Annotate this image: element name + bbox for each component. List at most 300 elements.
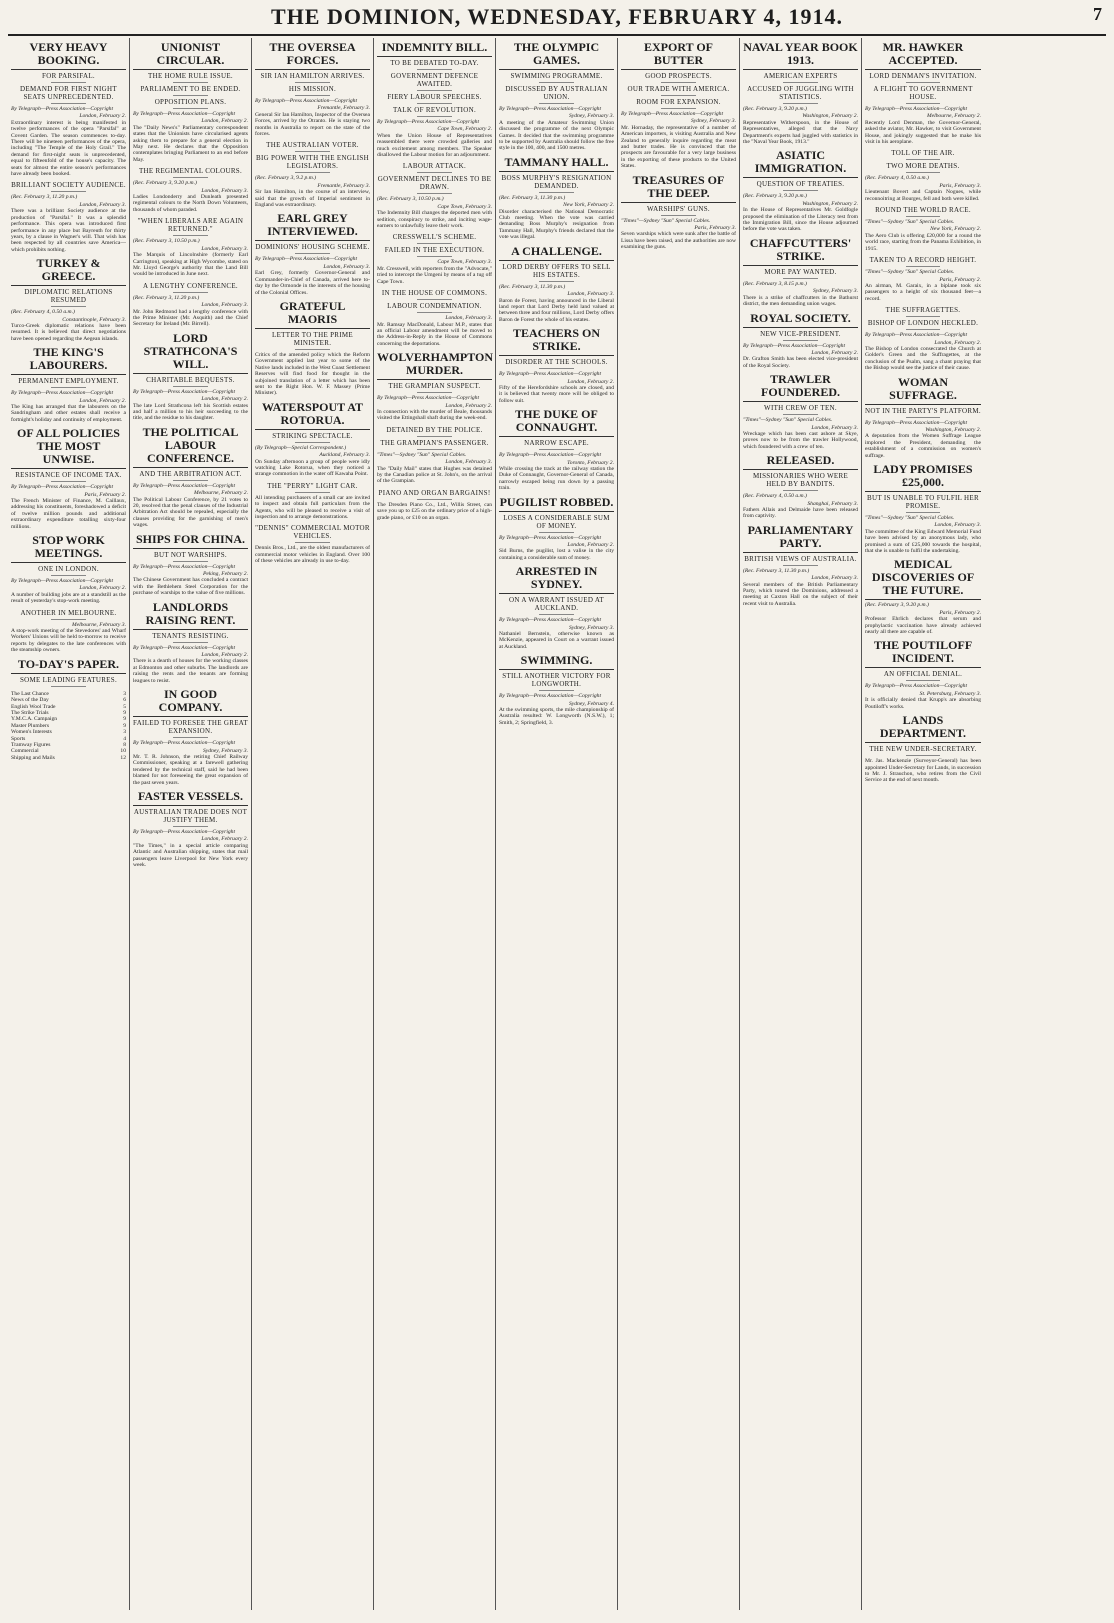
- article-dateline: Shanghai, February 3.: [807, 500, 858, 507]
- article: [865, 149, 981, 202]
- article-dateline: Constantinople, February 3.: [62, 316, 126, 323]
- article-subheading: PIANO AND ORGAN BARGAINS!: [378, 488, 491, 497]
- article-subheading: FAILED IN THE EXECUTION.: [384, 246, 485, 255]
- article-text: Seven warships which were sunk after the battle of Lissa have been raised, and the authorities are now examining the guns.: [621, 231, 736, 251]
- article-body: [11, 390, 126, 423]
- divider: [295, 151, 330, 152]
- divider: [417, 299, 452, 300]
- article-text: Nathaniel Bernstein, otherwise known as McKenzie, appeared in Court on a warrant issued at Auckland.: [499, 631, 614, 650]
- article-dateline: London, February 3.: [79, 201, 126, 208]
- article-headline: LANDS DEPARTMENT.: [865, 714, 981, 743]
- article-subheading: SWIMMING PROGRAMME.: [510, 72, 603, 80]
- article: [11, 534, 126, 605]
- article-subheading: FAILED TO FORESEE THE GREAT EXPANSION.: [133, 719, 248, 736]
- article: [865, 639, 981, 710]
- divider: [783, 103, 818, 104]
- divider: [417, 256, 452, 257]
- article-body: [11, 622, 126, 654]
- article-body: [11, 484, 126, 530]
- article-headline: MR. HAWKER ACCEPTED.: [865, 41, 981, 70]
- article-credit: (Rec. February 3, 9.20 p.m.): [743, 106, 807, 112]
- divider: [173, 82, 208, 83]
- article-headline: LANDLORDS RAISING RENT.: [133, 601, 248, 630]
- article-subheading: STILL ANOTHER VICTORY FOR LONGWORTH.: [502, 672, 611, 689]
- article-dateline: London, February 2.: [811, 349, 858, 356]
- article-subheading: LORD DENMAN'S INVITATION.: [869, 72, 977, 80]
- article-body: [499, 617, 614, 650]
- article: [743, 524, 858, 607]
- article-subheading: TO BE DEBATED TO-DAY.: [390, 59, 479, 67]
- article-subheading: OUR TRADE WITH AMERICA.: [627, 85, 730, 93]
- article-credit: By Telegraph—Press Association—Copyright: [499, 371, 602, 378]
- divider: [539, 690, 574, 691]
- contents-page: 10: [120, 748, 126, 755]
- article-body: [133, 238, 248, 277]
- article: [743, 312, 858, 370]
- article: [255, 41, 370, 137]
- article-headline: ARRESTED IN SYDNEY.: [499, 565, 614, 594]
- article-text: General Sir Ian Hamilton, Inspector of the Oversea Forces, arrived by the Otranto. He is staying two months in Australia to report on the state of the forces.: [255, 111, 370, 138]
- article-subheading: NEW VICE-PRESIDENT.: [760, 329, 841, 338]
- article-credit: (Rec. February 3, 11.30 p.m.): [499, 283, 566, 290]
- contents-item: English Wool Trade: [11, 703, 56, 710]
- contents-page: 5: [123, 703, 126, 710]
- article: [133, 601, 248, 684]
- article: [11, 609, 126, 654]
- article-credit: (Rec. February 3, 11.20 p.m.): [11, 194, 78, 201]
- article-credit: By Telegraph—Press Association—Copyright: [621, 111, 724, 117]
- newspaper-title: THE DOMINION, WEDNESDAY, FEBRUARY 4, 1914.: [271, 4, 843, 29]
- article: [133, 790, 248, 868]
- divider: [539, 368, 574, 369]
- contents-page: 8: [123, 741, 126, 748]
- article-subheading: THE HOME RULE ISSUE.: [148, 72, 233, 80]
- article-credit: By Telegraph—Press Association—Copyright: [865, 332, 968, 339]
- article-body: [865, 420, 981, 459]
- article-subheading: GOOD PROSPECTS.: [645, 72, 712, 80]
- article: [133, 217, 248, 277]
- article-subheading: PERMANENT EMPLOYMENT.: [18, 377, 119, 386]
- article-headline: PARLIAMENTARY PARTY.: [743, 524, 858, 553]
- article-body: [743, 568, 858, 607]
- article-dateline: Sydney, February 4.: [568, 700, 614, 707]
- article-credit: "Times"—Sydney "Sun" Special Cables.: [865, 515, 955, 521]
- article: [499, 327, 614, 404]
- article-dateline: London, February 3.: [445, 315, 492, 322]
- article-text: Sir Ian Hamilton, in the course of an interview, said that the growth of Imperial sentiment in England was extraordinary.: [255, 189, 370, 209]
- article-dateline: Peking, February 2.: [202, 571, 248, 578]
- divider: [539, 192, 574, 193]
- article-body: [11, 194, 126, 253]
- article-subheading: THE SUFFRAGETTES.: [885, 306, 961, 315]
- article-body: [133, 483, 248, 529]
- article-dateline: London, February 3.: [201, 245, 248, 252]
- article-headline: THE OVERSEA FORCES.: [255, 41, 370, 70]
- article-headline: CHAFFCUTTERS' STRIKE.: [743, 237, 858, 266]
- article: [11, 427, 126, 530]
- article-body: [255, 256, 370, 295]
- article-body: [377, 259, 492, 285]
- article-dateline: New York, February 2.: [930, 226, 981, 233]
- article-headline: INDEMNITY BILL.: [377, 41, 492, 57]
- article-dateline: Fremantle, February 3.: [317, 105, 370, 112]
- divider: [906, 82, 941, 83]
- article-credit: By Telegraph—Press Association—Copyright: [865, 683, 968, 690]
- article-body: [865, 683, 981, 710]
- article: [133, 533, 248, 597]
- article-dateline: Melbourne, February 3.: [71, 621, 126, 628]
- article-subheading: LOSES A CONSIDERABLE SUM OF MONEY.: [503, 513, 610, 530]
- article-subheading: SOME LEADING FEATURES.: [19, 675, 118, 684]
- divider: [906, 755, 941, 756]
- article-dateline: Fremantle, February 3.: [317, 182, 370, 189]
- article-subheading: CHARITABLE BEQUESTS.: [146, 375, 235, 384]
- article-dateline: Melbourne, February 2.: [926, 113, 981, 120]
- article-headline: EXPORT OF BUTTER: [621, 41, 736, 70]
- article-headline: WOMAN SUFFRAGE.: [865, 376, 981, 405]
- article-subheading: TALK OF REVOLUTION.: [392, 106, 477, 114]
- article-headline: UNIONIST CIRCULAR.: [133, 41, 248, 70]
- article-subheading: FOR PARSIFAL.: [42, 72, 95, 80]
- article-dateline: London, February 3.: [811, 575, 858, 582]
- article-credit: By Telegraph—Press Association—Copyright: [255, 256, 358, 263]
- article-text: Critics of the amended policy which the Reform Government applied last year to some of the Native lands included in the West Coast Settlement Reserves will find food for thought in the subjoined translation of a letter which has been sent to the Right Hon. W. F. Massey (Prime Minister).: [255, 351, 370, 397]
- divider: [539, 281, 574, 282]
- article-credit: By Telegraph—Press Association—Copyright: [743, 342, 846, 349]
- article-credit: (Rec. February 3, 10.50 p.m.): [377, 196, 444, 203]
- article-subheading: TENANTS RESISTING.: [152, 631, 229, 640]
- divider: [417, 449, 452, 450]
- article-subheading: "DENNIS" COMMERCIAL MOTOR VEHICLES.: [255, 524, 370, 541]
- article-body: [499, 106, 614, 152]
- article: [865, 306, 981, 371]
- article-subheading: BISHOP OF LONDON HECKLED.: [867, 319, 979, 328]
- article-dateline: Paris, February 2.: [84, 491, 126, 498]
- article-body: [865, 175, 981, 202]
- column: [496, 38, 618, 1610]
- article-body: [743, 493, 858, 520]
- article-dateline: Cape Town, February 3.: [437, 203, 492, 210]
- article-dateline: London, February 2.: [79, 585, 126, 592]
- article-text: Mr. Cresswell, with reporters from the "Advocate," tried to intercept the Umgeni by means of a tug off Cape Town.: [377, 265, 492, 285]
- article: [377, 41, 492, 158]
- article-body: [743, 106, 858, 145]
- article-dateline: Cape Town, February 3.: [437, 259, 492, 266]
- divider: [661, 82, 696, 83]
- article-body: [255, 545, 370, 564]
- article-text: The Chinese Government has concluded a contract with the Bethlehem Steel Corporation for the purchase of warships to the value of five millions.: [133, 577, 248, 597]
- article-text: It is officially denied that Krupp's are absorbing Poutiloff's works.: [865, 697, 981, 710]
- article-headline: LADY PROMISES £25,000.: [865, 463, 981, 492]
- article-credit: (Rec. February 3, 9.20 p.m.): [865, 602, 929, 609]
- article-body: [743, 343, 858, 370]
- article-text: Fathers Allais and Delmaide have been released from captivity.: [743, 506, 858, 520]
- article-credit: By Telegraph—Press Association—Copyright: [11, 484, 114, 491]
- divider: [173, 95, 208, 96]
- article-dateline: Paris, February 2.: [939, 276, 981, 283]
- divider: [906, 680, 941, 681]
- article-subheading: NOT IN THE PARTY'S PLATFORM.: [865, 406, 981, 415]
- article-text: Mr. Hornaday, the representative of a number of American importers, is visiting Australia and New Zealand to generally inquire regarding the meat and butter trades. He is convinced that the prospects are favourable for a very large business in the exporting of these products to the United States.: [621, 124, 736, 170]
- article-dateline: Sydney, February 3.: [568, 624, 614, 631]
- article-dateline: London, February 3.: [323, 263, 370, 270]
- article-subheading: A FLIGHT TO GOVERNMENT HOUSE.: [873, 85, 973, 101]
- divider: [51, 575, 86, 576]
- divider: [173, 561, 208, 562]
- article-text: Mr. Jas. Mackenzie (Surveyor-General) has been appointed Under-Secretary for Lands, in succession to Mr. J. Strauchon, who retires from the Civil Service at the end of next month.: [865, 758, 981, 784]
- article-dateline: London, February 3.: [201, 187, 248, 194]
- article-body: [133, 645, 248, 684]
- article-text: When the Union House of Representatives reassembled there were crowded galleries and much excitement among members. The Speaker disallowed the Labour motion for an adjournment.: [377, 132, 492, 159]
- article-text: Disorder characterised the National Democratic Club meeting. When the vote was carried demanding Boss Murphy's resignation from Tammany Hall, Murphy's friends declared that the vote was illegal.: [499, 208, 614, 241]
- article-body: [621, 111, 736, 170]
- article-headline: LORD STRATHCONA'S WILL.: [133, 332, 248, 374]
- article-dateline: Paris, February 3.: [694, 225, 736, 232]
- article-subheading: AMERICAN EXPERTS: [763, 72, 838, 80]
- contents-item: Y.M.C.A. Campaign: [11, 716, 58, 723]
- article: [499, 565, 614, 650]
- article-credit: By Telegraph—Press Association—Copyright: [499, 693, 602, 700]
- divider: [173, 386, 208, 387]
- article-subheading: GOVERNMENT DEFENCE AWAITED.: [390, 72, 479, 88]
- article-body: [865, 758, 981, 784]
- article-subheading: IN THE HOUSE OF COMMONS.: [381, 289, 488, 298]
- divider: [417, 90, 452, 91]
- article-headline: VERY HEAVY BOOKING.: [11, 41, 126, 70]
- article-dateline: London, February 2.: [201, 396, 248, 403]
- article-subheading: WITH CREW OF TEN.: [764, 404, 837, 413]
- article: [865, 463, 981, 554]
- article-dateline: Melbourne, February 2.: [193, 490, 248, 497]
- divider: [417, 436, 452, 437]
- article-credit: By Telegraph—Press Association—Copyright: [499, 534, 602, 541]
- article-headline: RELEASED.: [743, 454, 858, 470]
- article-subheading: BIG POWER WITH THE ENGLISH LEGISLATORS.: [256, 154, 369, 171]
- article-dateline: London, February 3.: [934, 522, 981, 529]
- article-credit: (Rec. February 4, 0.50 a.m.): [11, 309, 75, 316]
- article-text: The French Minister of Finance, M. Caillaux, addressing his constituents, foreshadowed a deficit of twelve million pounds and additional extraordinary expenditure totalling sixty-four millions.: [11, 498, 126, 530]
- article: [255, 212, 370, 295]
- article-dateline: London, February 3.: [201, 302, 248, 309]
- article-text: Mr. T. R. Johnson, the retiring Chief Railway Commissioner, speaking at a farewell gathering tendered by the technical staff, said he had been blamed for not foreseeing the great expansion of the past seven years.: [133, 753, 248, 786]
- divider: [539, 614, 574, 615]
- article-headline: TREASURES OF THE DEEP.: [621, 174, 736, 203]
- article-headline: WATERSPOUT AT ROTORUA.: [255, 401, 370, 430]
- article-body: [133, 180, 248, 213]
- contents-page: 9: [123, 709, 126, 716]
- divider: [417, 116, 452, 117]
- divider: [539, 532, 574, 533]
- article-body: [377, 196, 492, 229]
- article-body: [865, 219, 981, 252]
- article-credit: "Times"—Sydney "Sun" Special Cables.: [377, 451, 467, 458]
- article-text: The Aero Club is offering £20,000 for a round the world race, starting from the Panama Exhibition, in 1915.: [865, 232, 981, 252]
- article-credit: (Rec. February 3, 8.15 p.m.): [743, 280, 807, 287]
- article-subheading: AND THE ARBITRATION ACT.: [139, 469, 242, 478]
- article-body: [743, 281, 858, 308]
- article: [743, 237, 858, 308]
- article: [499, 156, 614, 241]
- article-dateline: London, February 2.: [934, 339, 981, 346]
- article-credit: By Telegraph—Press Association—Copyright: [133, 828, 236, 835]
- article-body: [255, 175, 370, 208]
- article-text: A stop-work meeting of the Stevedores' and Wharf Workers' Unions will be held to-morrow to receive reports by delegates to the late conferences with the steamship owners.: [11, 628, 126, 654]
- article: [743, 149, 858, 232]
- divider: [906, 316, 941, 317]
- contents-page: 3: [123, 729, 126, 736]
- article: [865, 41, 981, 145]
- article-body: [499, 195, 614, 241]
- contents-page: 9: [123, 716, 126, 723]
- article: [743, 454, 858, 520]
- divider: [51, 82, 86, 83]
- article-text: Wreckage which has been cast ashore at Skye, proves now to be from the trawler Hollywood, which foundered with a crew of ten.: [743, 430, 858, 450]
- article-credit: By Telegraph—Press Association—Copyright: [133, 111, 236, 117]
- article-text: All intending purchasers of a small car are invited to inspect and obtain full particulars from the Agents, who will be pleased to receive a visit of inspection and to arrange demonstrations.: [255, 494, 370, 520]
- article-text: Fifty of the Herefordshire schools are closed, and it is believed that twenty more will be obliged to follow suit.: [499, 384, 614, 404]
- article-text: Mr. Ramsay MacDonald, Labour M.P., states that an official Labour amendment will be moved to the Address-in-Reply in the House of Commons concerning the deportations.: [377, 321, 492, 347]
- article-headline: OF ALL POLICIES THE MOST UNWISE.: [11, 427, 126, 469]
- article-headline: SHIPS FOR CHINA.: [133, 533, 248, 549]
- divider: [906, 172, 941, 173]
- masthead: [8, 0, 1106, 36]
- article-headline: STOP WORK MEETINGS.: [11, 534, 126, 563]
- article-credit: By Telegraph—Press Association—Copyright: [499, 617, 602, 624]
- article-body: [377, 502, 492, 521]
- article-dateline: Washington, February 2.: [802, 113, 858, 120]
- article: [255, 524, 370, 564]
- article-headline: TEACHERS ON STRIKE.: [499, 327, 614, 356]
- article-dateline: Sydney, February 3.: [568, 113, 614, 120]
- article-subheading: TWO MORE DEATHS.: [886, 162, 960, 171]
- article-text: Lieutenant Bovert and Captain Nogues, while reconnoitring at Bourges, fell and both were killed.: [865, 189, 981, 202]
- article-subheading: OPPOSITION PLANS.: [154, 98, 227, 106]
- contents-item: Sports: [11, 735, 26, 742]
- divider: [417, 243, 452, 244]
- article-subheading: NARROW ESCAPE.: [524, 439, 589, 448]
- article-subheading: ACCUSED OF JUGGLING WITH STATISTICS.: [747, 85, 854, 101]
- article: [865, 256, 981, 302]
- article-headline: ROYAL SOCIETY.: [743, 312, 858, 328]
- article-text: On Sunday afternoon a group of people were idly watching Lake Rotorua, when they noticed a strange commotion in the water off Kawaha Point.: [255, 458, 370, 478]
- column: [252, 38, 374, 1610]
- divider: [173, 108, 208, 109]
- article-credit: By Telegraph—Press Association—Copyright: [133, 482, 236, 489]
- contents-page: 9: [123, 722, 126, 729]
- article-headline: EARL GREY INTERVIEWED.: [255, 212, 370, 241]
- article-credit: By Telegraph—Press Association—Copyright: [133, 740, 236, 747]
- article-credit: By Telegraph—Press Association—Copyright: [133, 388, 236, 395]
- divider: [295, 542, 330, 543]
- divider: [51, 686, 86, 687]
- article-body: [133, 111, 248, 163]
- article-subheading: QUESTION OF TREATIES.: [756, 180, 845, 189]
- article-credit: "Times"—Sydney "Sun" Special Cables.: [621, 217, 711, 224]
- article-body: [255, 98, 370, 137]
- article-dateline: Paris, February 2.: [939, 609, 981, 616]
- article: [865, 714, 981, 784]
- divider: [295, 492, 330, 493]
- divider: [295, 349, 330, 350]
- article-text: The Bishop of London consecrated the Church at Golder's Green and the Suffragettes, at the conclusion of the Psalm, sang a chant praying that the Bishop would see the justice of their cause.: [865, 345, 981, 372]
- divider: [51, 387, 86, 388]
- divider: [783, 490, 818, 491]
- article-text: The Political Labour Conference, by 21 votes to 20, resolved that the penal clauses of the Industrial Arbitration Act should be repealed, especially the clauses providing for the garnishing of men's wages.: [133, 496, 248, 529]
- article-subheading: BUT NOT WARSHIPS.: [154, 550, 227, 559]
- article-text: Dr. Grafton Smith has been elected vice-president of the Royal Society.: [743, 356, 858, 369]
- contents-page: 3: [123, 690, 126, 697]
- divider: [661, 215, 696, 216]
- article-text: An airman, M. Garaix, in a biplane took six passengers to a height of six thousand feet—a record.: [865, 282, 981, 302]
- contents-page: 4: [123, 735, 126, 742]
- article: [865, 376, 981, 459]
- article-credit: By Telegraph—Press Association—Copyright: [499, 106, 602, 112]
- article-credit: By Telegraph—Press Association—Copyright: [377, 395, 480, 402]
- contents-item: Shipping and Mails: [11, 754, 55, 761]
- article-text: Mr. John Redmond had a lengthy conference with the Prime Minister (Mr. Asquith) and the Chief Secretary for Ireland (Mr. Birrell).: [133, 308, 248, 328]
- divider: [295, 253, 330, 254]
- article-text: Dennis Bros., Ltd., are the oldest manufacturers of commercial motor vehicles in England. Over 100 of these vehicles are already in use to-day.: [255, 545, 370, 565]
- article-credit: By Telegraph—Press Association—Copyright: [865, 419, 968, 426]
- article-dateline: Auckland, February 3.: [319, 452, 370, 459]
- divider: [417, 499, 452, 500]
- divider: [173, 292, 208, 293]
- article-subheading: STRIKING SPECTACLE.: [272, 431, 353, 440]
- divider: [417, 172, 452, 173]
- article: [499, 41, 614, 152]
- article-body: [499, 371, 614, 404]
- article-subheading: TAKEN TO A RECORD HEIGHT.: [869, 256, 977, 265]
- article-text: Professor Ehrlich declares that serum and prophylactic vaccination have already achieved nearly all there are capable of.: [865, 616, 981, 636]
- article-subheading: AN OFFICIAL DENIAL.: [883, 670, 963, 679]
- article-credit: "Times"—Sydney "Sun" Special Cables.: [865, 269, 955, 276]
- article-subheading: ANOTHER IN MELBOURNE.: [20, 608, 117, 617]
- newspaper-columns: [8, 38, 1106, 1610]
- divider: [783, 565, 818, 566]
- article: [499, 408, 614, 491]
- article-dateline: London, February 2.: [567, 378, 614, 385]
- article-body: [133, 564, 248, 597]
- divider: [173, 235, 208, 236]
- article-text: At the swimming sports, the mile championship of Australia resulted: W. Longworth (N.S.W.), 1; Smith, 2; Springfield, 3.: [499, 707, 614, 726]
- divider: [173, 480, 208, 481]
- article-dateline: Toronto, February 2.: [567, 459, 614, 466]
- article-credit: By Telegraph—Press Association—Copyright: [11, 390, 114, 397]
- article-dateline: Sydney, February 3.: [812, 288, 858, 295]
- article-credit: By Telegraph—Press Association—Copyright: [133, 563, 236, 570]
- article-body: [133, 295, 248, 328]
- article-headline: THE POUTILOFF INCIDENT.: [865, 639, 981, 668]
- article-headline: A CHALLENGE.: [499, 245, 614, 261]
- article-body: [255, 445, 370, 478]
- article-dateline: London, February 2.: [201, 118, 248, 125]
- article-subheading: DISCUSSED BY AUSTRALIAN UNION.: [505, 85, 608, 101]
- article-credit: By Telegraph—Press Association—Copyright: [865, 106, 968, 112]
- article-credit: (Rec. February 4, 0.50 a.m.): [743, 493, 807, 500]
- article-body: [11, 309, 126, 342]
- article: [133, 332, 248, 422]
- article-dateline: London, February 2.: [567, 542, 614, 548]
- article-subheading: ONE IN LONDON.: [38, 565, 99, 574]
- article-subheading: THE REGIMENTAL COLOURS.: [138, 167, 243, 176]
- article: [377, 351, 492, 422]
- article-subheading: HIS MISSION.: [288, 85, 337, 93]
- divider: [783, 190, 818, 191]
- article-text: The "Daily News's" Parliamentary correspondent states that the Unionists have circularised agents asking them to prepare for a general election in May next. He declares that the Opposition contemplates bringing Parliament to an end before May.: [133, 124, 248, 163]
- article: [11, 41, 126, 177]
- article-credit: (Rec. February 3, 9.20 p.m.): [133, 180, 197, 187]
- article: [621, 174, 736, 251]
